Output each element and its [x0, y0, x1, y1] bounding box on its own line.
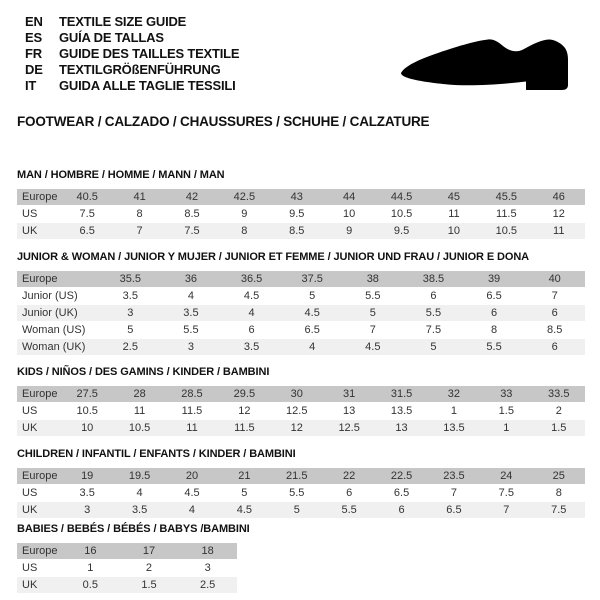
section-junior-woman	[17, 251, 585, 356]
table-header-row	[17, 189, 585, 206]
size-cell: 7.5	[166, 223, 218, 240]
row-label: Junior (UK)	[17, 305, 100, 322]
row-label: US	[17, 206, 61, 223]
size-cell: 33	[480, 386, 532, 403]
size-cell: 13.5	[428, 420, 480, 437]
table-row	[17, 339, 585, 356]
table-title-children: CHILDREN / INFANTIL / ENFANTS / KINDER / BAMBINI	[17, 448, 296, 460]
table-row	[17, 403, 585, 420]
size-cell: 44.5	[375, 189, 427, 206]
size-cell: 6	[464, 305, 525, 322]
size-cell: 35.5	[100, 271, 161, 288]
size-cell: 1.5	[480, 403, 532, 420]
size-cell: 9.5	[375, 223, 427, 240]
size-cell: 8	[218, 223, 270, 240]
table-header-row	[17, 386, 585, 403]
row-label: Woman (US)	[17, 322, 100, 339]
size-cell: 4.5	[166, 485, 218, 502]
size-cell: 6.5	[61, 223, 113, 240]
size-cell: 5.5	[161, 322, 222, 339]
size-cell: 18	[178, 543, 237, 560]
size-cell: 11.5	[218, 420, 270, 437]
size-cell: 3	[161, 339, 222, 356]
size-cell: 45	[428, 189, 480, 206]
size-cell: 6	[221, 322, 282, 339]
size-cell: 6.5	[464, 288, 525, 305]
category-title: FOOTWEAR / CALZADO / CHAUSSURES / SCHUHE / CALZATURE	[17, 114, 430, 129]
row-label: Europe	[17, 543, 61, 560]
size-cell: 6	[403, 288, 464, 305]
size-cell: 12	[218, 403, 270, 420]
size-cell: 11	[166, 420, 218, 437]
size-cell: 38	[343, 271, 404, 288]
language-label: GUIDE DES TAILLES TEXTILE	[59, 46, 240, 61]
size-cell: 2.5	[100, 339, 161, 356]
size-cell: 4.5	[221, 288, 282, 305]
size-cell: 33.5	[533, 386, 585, 403]
size-cell: 7	[343, 322, 404, 339]
size-cell: 3.5	[113, 502, 165, 519]
size-cell: 19.5	[113, 468, 165, 485]
size-cell: 10.5	[113, 420, 165, 437]
row-label: UK	[17, 420, 61, 437]
table-title-man: MAN / HOMBRE / HOMME / MANN / MAN	[17, 169, 225, 181]
size-cell: 13.5	[375, 403, 427, 420]
size-cell: 5	[343, 305, 404, 322]
size-cell: 8.5	[166, 206, 218, 223]
size-cell: 36.5	[221, 271, 282, 288]
size-cell: 5.5	[271, 485, 323, 502]
size-cell: 4	[166, 502, 218, 519]
row-label: US	[17, 403, 61, 420]
size-cell: 7.5	[403, 322, 464, 339]
size-table-kids	[17, 386, 585, 437]
size-cell: 6.5	[282, 322, 343, 339]
size-cell: 10	[61, 420, 113, 437]
size-cell: 28.5	[166, 386, 218, 403]
size-cell: 11.5	[166, 403, 218, 420]
size-cell: 11.5	[480, 206, 532, 223]
size-cell: 6	[524, 305, 585, 322]
language-code: DE	[25, 62, 43, 77]
size-cell: 8	[533, 485, 585, 502]
size-cell: 17	[120, 543, 179, 560]
row-label: Junior (US)	[17, 288, 100, 305]
size-cell: 46	[533, 189, 585, 206]
size-cell: 19	[61, 468, 113, 485]
size-cell: 44	[323, 189, 375, 206]
language-label: TEXTILE SIZE GUIDE	[59, 14, 187, 29]
size-cell: 31	[323, 386, 375, 403]
size-cell: 43	[271, 189, 323, 206]
table-row	[17, 288, 585, 305]
size-cell: 6	[375, 502, 427, 519]
size-cell: 3	[61, 502, 113, 519]
size-cell: 21	[218, 468, 270, 485]
size-cell: 2	[120, 560, 179, 577]
size-cell: 30	[271, 386, 323, 403]
size-cell: 24	[480, 468, 532, 485]
size-cell: 22.5	[375, 468, 427, 485]
size-cell: 6.5	[428, 502, 480, 519]
language-code: FR	[25, 46, 42, 61]
table-row	[17, 223, 585, 240]
size-cell: 25	[533, 468, 585, 485]
size-cell: 6	[524, 339, 585, 356]
size-cell: 2.5	[178, 577, 237, 594]
language-label: GUÍA DE TALLAS	[59, 30, 164, 45]
language-code: ES	[25, 30, 42, 45]
row-label: Europe	[17, 468, 61, 485]
language-label: GUIDA ALLE TAGLIE TESSILI	[59, 78, 236, 93]
size-cell: 3.5	[161, 305, 222, 322]
size-cell: 42.5	[218, 189, 270, 206]
size-cell: 8	[464, 322, 525, 339]
row-label: UK	[17, 502, 61, 519]
size-cell: 1.5	[533, 420, 585, 437]
size-cell: 45.5	[480, 189, 532, 206]
size-cell: 12.5	[323, 420, 375, 437]
table-row	[17, 560, 237, 577]
row-label: UK	[17, 223, 61, 240]
table-header-row	[17, 468, 585, 485]
size-cell: 4	[113, 485, 165, 502]
table-title-junior-woman: JUNIOR & WOMAN / JUNIOR Y MUJER / JUNIOR ET FEMME / JUNIOR UND FRAU / JUNIOR E DONA	[17, 251, 530, 263]
size-cell: 10.5	[61, 403, 113, 420]
size-cell: 1.5	[120, 577, 179, 594]
size-cell: 5.5	[464, 339, 525, 356]
table-row	[17, 485, 585, 502]
size-cell: 5	[271, 502, 323, 519]
size-cell: 5.5	[403, 305, 464, 322]
size-cell: 42	[166, 189, 218, 206]
size-cell: 36	[161, 271, 222, 288]
size-table-children	[17, 468, 585, 519]
size-cell: 3	[100, 305, 161, 322]
row-label: Woman (UK)	[17, 339, 100, 356]
size-cell: 5	[282, 288, 343, 305]
table-title-kids: KIDS / NIÑOS / DES GAMINS / KINDER / BAMBINI	[17, 366, 270, 378]
size-cell: 3.5	[100, 288, 161, 305]
size-cell: 5	[100, 322, 161, 339]
size-cell: 4.5	[218, 502, 270, 519]
size-cell: 13	[323, 403, 375, 420]
size-cell: 8.5	[524, 322, 585, 339]
row-label: Europe	[17, 386, 61, 403]
size-cell: 4	[221, 305, 282, 322]
size-cell: 13	[375, 420, 427, 437]
size-cell: 6	[323, 485, 375, 502]
size-cell: 5.5	[343, 288, 404, 305]
size-cell: 12.5	[271, 403, 323, 420]
size-cell: 40.5	[61, 189, 113, 206]
size-cell: 41	[113, 189, 165, 206]
size-cell: 6.5	[375, 485, 427, 502]
section-children	[17, 448, 585, 519]
size-cell: 3.5	[221, 339, 282, 356]
table-row	[17, 502, 585, 519]
table-title-babies: BABIES / BEBÉS / BÉBÉS / BABYS /BAMBINI	[17, 523, 250, 535]
table-row	[17, 305, 585, 322]
size-table-junior-woman	[17, 271, 585, 356]
size-cell: 7	[480, 502, 532, 519]
size-cell: 31.5	[375, 386, 427, 403]
language-row-en	[25, 14, 585, 30]
size-cell: 27.5	[61, 386, 113, 403]
size-cell: 5.5	[323, 502, 375, 519]
section-kids	[17, 366, 585, 437]
language-code: EN	[25, 14, 43, 29]
size-cell: 8	[113, 206, 165, 223]
size-cell: 3	[178, 560, 237, 577]
size-cell: 9.5	[271, 206, 323, 223]
size-cell: 0.5	[61, 577, 120, 594]
size-cell: 4.5	[343, 339, 404, 356]
size-cell: 7	[524, 288, 585, 305]
row-label: US	[17, 560, 61, 577]
size-cell: 1	[61, 560, 120, 577]
table-header-row	[17, 543, 237, 560]
size-cell: 9	[323, 223, 375, 240]
size-cell: 1	[480, 420, 532, 437]
table-row	[17, 420, 585, 437]
size-cell: 39	[464, 271, 525, 288]
size-cell: 1	[428, 403, 480, 420]
row-label: Europe	[17, 271, 100, 288]
size-cell: 2	[533, 403, 585, 420]
row-label: US	[17, 485, 61, 502]
size-cell: 7.5	[61, 206, 113, 223]
shoe-icon	[400, 38, 570, 92]
size-cell: 32	[428, 386, 480, 403]
table-row	[17, 206, 585, 223]
size-table-man	[17, 189, 585, 240]
size-cell: 38.5	[403, 271, 464, 288]
size-cell: 29.5	[218, 386, 270, 403]
size-cell: 16	[61, 543, 120, 560]
size-cell: 4	[161, 288, 222, 305]
size-cell: 8.5	[271, 223, 323, 240]
size-cell: 37.5	[282, 271, 343, 288]
size-cell: 10	[323, 206, 375, 223]
table-header-row	[17, 271, 585, 288]
size-cell: 10.5	[480, 223, 532, 240]
size-cell: 9	[218, 206, 270, 223]
row-label: Europe	[17, 189, 61, 206]
language-code: IT	[25, 78, 37, 93]
size-cell: 12	[271, 420, 323, 437]
size-cell: 12	[533, 206, 585, 223]
size-cell: 28	[113, 386, 165, 403]
size-cell: 4.5	[282, 305, 343, 322]
size-cell: 10	[428, 223, 480, 240]
row-label: UK	[17, 577, 61, 594]
size-cell: 10.5	[375, 206, 427, 223]
size-cell: 11	[428, 206, 480, 223]
table-row	[17, 322, 585, 339]
table-row	[17, 577, 237, 594]
size-cell: 11	[113, 403, 165, 420]
size-cell: 7.5	[533, 502, 585, 519]
size-table-babies	[17, 543, 237, 594]
size-cell: 20	[166, 468, 218, 485]
size-cell: 40	[524, 271, 585, 288]
section-man	[17, 169, 585, 240]
size-cell: 5	[403, 339, 464, 356]
size-cell: 11	[533, 223, 585, 240]
size-cell: 7.5	[480, 485, 532, 502]
size-cell: 5	[218, 485, 270, 502]
size-cell: 7	[113, 223, 165, 240]
size-cell: 23.5	[428, 468, 480, 485]
language-label: TEXTILGRÖßENFÜHRUNG	[59, 62, 221, 77]
size-cell: 3.5	[61, 485, 113, 502]
size-cell: 7	[428, 485, 480, 502]
section-babies	[17, 523, 585, 594]
size-cell: 21.5	[271, 468, 323, 485]
size-cell: 4	[282, 339, 343, 356]
size-cell: 22	[323, 468, 375, 485]
